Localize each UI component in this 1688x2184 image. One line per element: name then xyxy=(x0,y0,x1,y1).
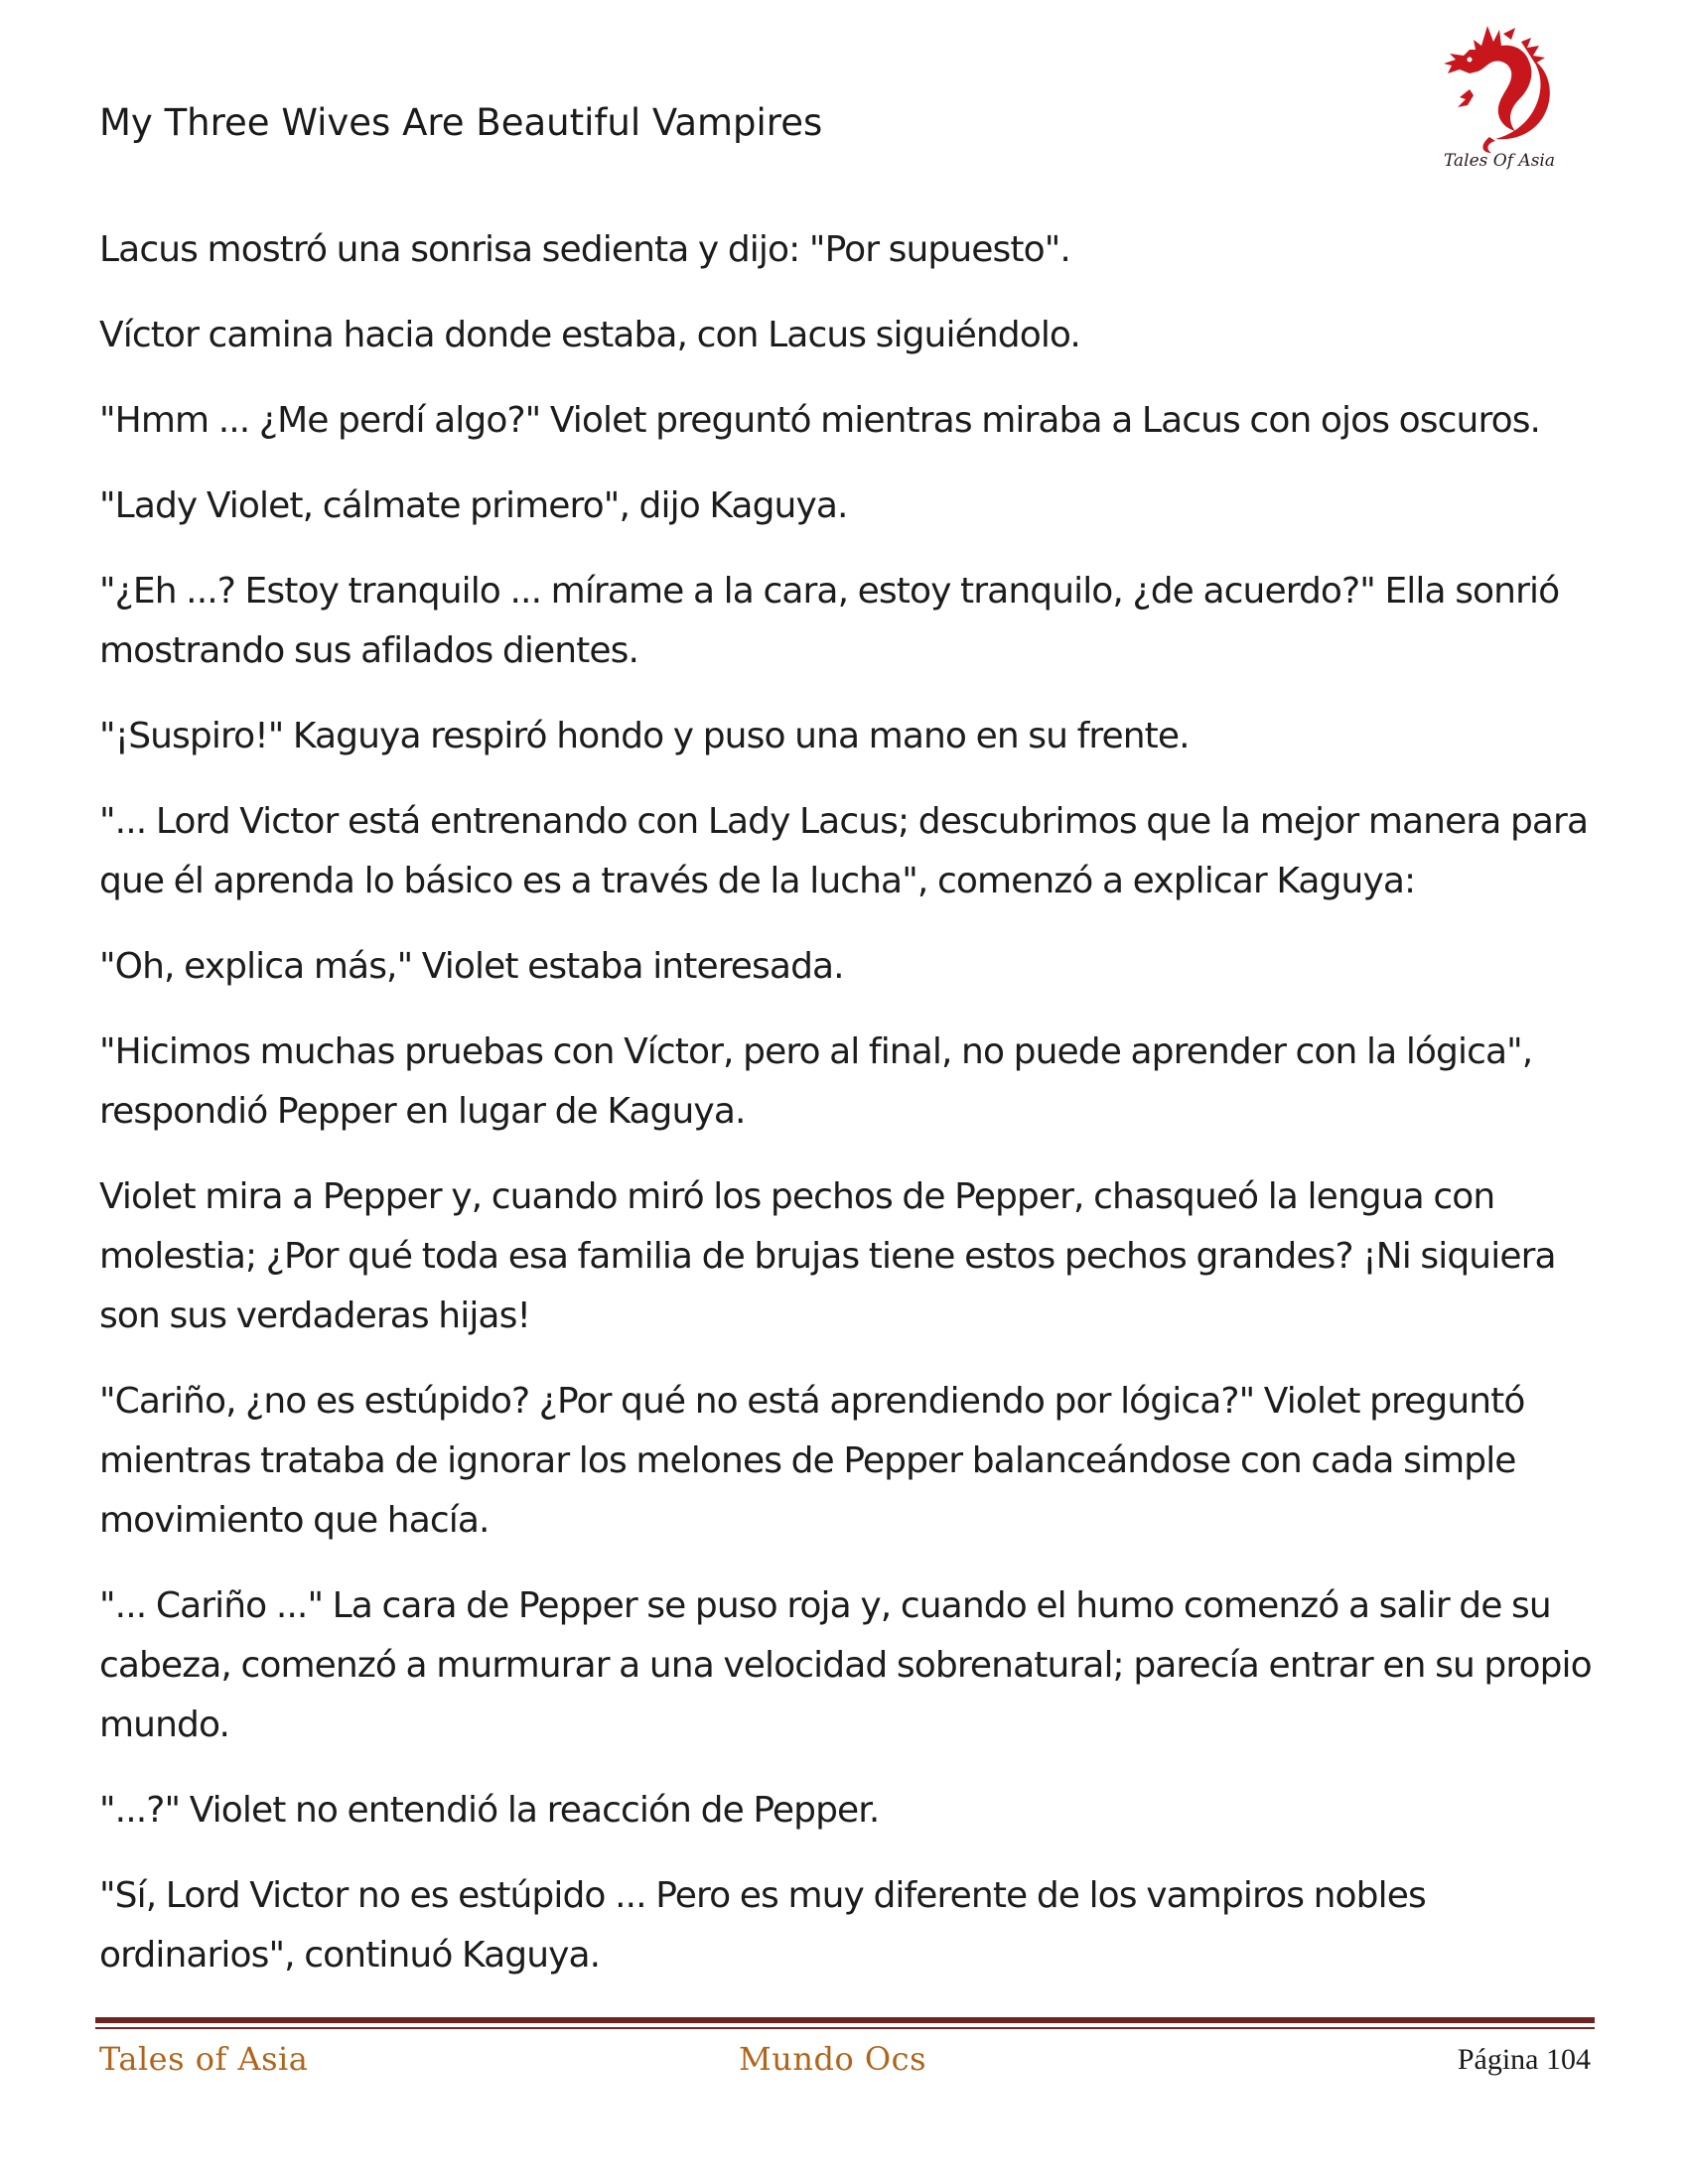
paragraph: "...?" Violet no entendió la reacción de Pepper. xyxy=(99,1790,880,1831)
paragraph: "Hmm ... ¿Me perdí algo?" Violet preguntó mientras miraba a Lacus con ojos oscuros. xyxy=(99,400,1541,441)
paragraph: "Oh, explica más," Violet estaba interesada. xyxy=(99,946,844,987)
paragraph: "Hicimos muchas pruebas con Víctor, pero al final, no puede aprender con la lógica", respondió Pepper en lugar de Kaguya. xyxy=(99,1031,1533,1132)
paragraph: Víctor camina hacia donde estaba, con Lacus siguiéndolo. xyxy=(99,315,1080,355)
paragraph: "Cariño, ¿no es estúpido? ¿Por qué no está aprendiendo por lógica?" Violet preguntó mientras trataba de ignorar los melones de Pepper balanceándose con cada simple movimiento que hacía. xyxy=(99,1381,1525,1541)
paragraph: Lacus mostró una sonrisa sedienta y dijo: "Por supuesto". xyxy=(99,229,1070,270)
paragraph: "... Cariño ..." La cara de Pepper se puso roja y, cuando el humo comenzó a salir de su cabeza, comenzó a murmurar a una velocidad sobrenatural; parecía entrar en su propio mundo. xyxy=(99,1585,1592,1745)
footer-site: Mundo Ocs xyxy=(739,2040,926,2078)
logo-caption: Tales Of Asia xyxy=(1444,151,1555,171)
paragraph: "Sí, Lord Victor no es estúpido ... Pero es muy diferente de los vampiros nobles ordinarios", continuó Kaguya. xyxy=(99,1875,1426,1976)
paragraph: "¡Suspiro!" Kaguya respiró hondo y puso una mano en su frente. xyxy=(99,716,1190,756)
dragon-logo-icon xyxy=(1430,20,1569,154)
page-number: Página 104 xyxy=(1457,2043,1591,2076)
document-title: My Three Wives Are Beautiful Vampires xyxy=(99,101,823,144)
tales-of-asia-logo xyxy=(1430,20,1569,184)
paragraph: Violet mira a Pepper y, cuando miró los pechos de Pepper, chasqueó la lengua con molestia; ¿Por qué toda esa familia de brujas tiene estos pechos grandes? ¡Ni siquiera son sus verdaderas hijas! xyxy=(99,1176,1556,1336)
paragraph: "Lady Violet, cálmate primero", dijo Kaguya. xyxy=(99,485,848,526)
footer-divider-thin xyxy=(95,2027,1595,2029)
chapter-body xyxy=(99,220,1599,2011)
paragraph: "¿Eh ...? Estoy tranquilo ... mírame a la cara, estoy tranquilo, ¿de acuerdo?" Ella sonrió mostrando sus afilados dientes. xyxy=(99,571,1560,671)
paragraph: "... Lord Victor está entrenando con Lady Lacus; descubrimos que la mejor manera para que él aprenda lo básico es a través de la lucha", comenzó a explicar Kaguya: xyxy=(99,801,1589,901)
footer-publisher: Tales of Asia xyxy=(99,2040,309,2078)
footer-divider xyxy=(95,2017,1595,2023)
